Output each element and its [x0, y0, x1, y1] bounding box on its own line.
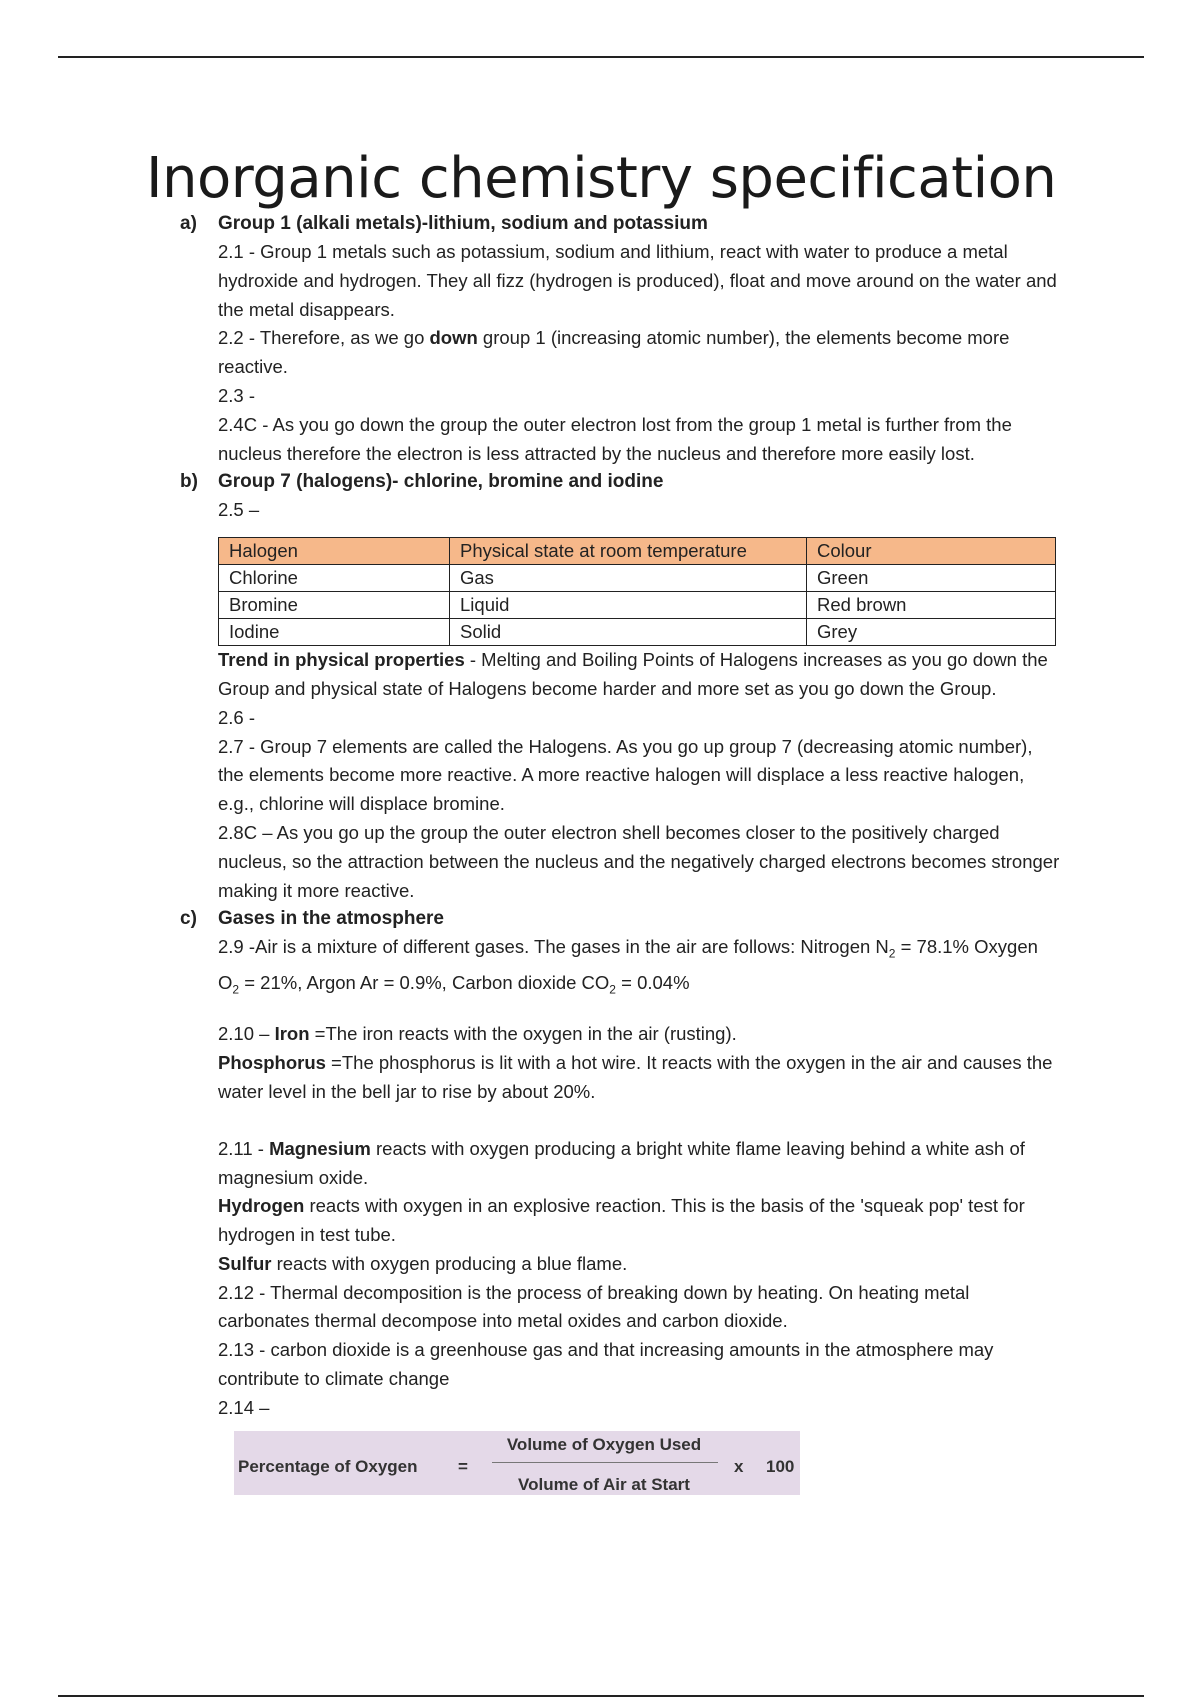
table-header: Physical state at room temperature — [450, 538, 807, 565]
table-cell: Gas — [450, 565, 807, 592]
table-cell: Bromine — [219, 592, 450, 619]
table-cell: Grey — [807, 619, 1056, 646]
table-header-row — [219, 538, 1056, 565]
formula-times: x — [734, 1456, 744, 1476]
bold-run: Hydrogen — [218, 1195, 305, 1217]
paragraph-trend — [218, 646, 1060, 704]
formula-denominator: Volume of Air at Start — [518, 1474, 690, 1494]
bold-run: down — [429, 327, 478, 349]
paragraph-2-13: 2.13 - carbon dioxide is a greenhouse gas and that increasing amounts in the atmosphere may contribute to climate change — [218, 1339, 994, 1390]
bold-run: Iron — [274, 1023, 310, 1045]
section-letter: a) — [180, 213, 197, 234]
section-title: Group 7 (halogens)- chlorine, bromine and iodine — [218, 471, 664, 493]
paragraph-hydrogen — [218, 1192, 1060, 1250]
section-heading — [180, 905, 1060, 933]
section-letter: b) — [180, 471, 198, 493]
bold-run: Phosphorus — [218, 1052, 326, 1074]
text-run: 2.9 -Air is a mixture of different gases. The gases in the air are follows: Nitrogen N — [218, 936, 889, 958]
text-run: 2.10 – — [218, 1023, 275, 1045]
table-cell: Red brown — [807, 592, 1056, 619]
text-run: = 0.04% — [615, 971, 690, 993]
section-letter: c) — [180, 908, 197, 930]
paragraph-2-3: 2.3 - — [218, 384, 256, 406]
table-header: Colour — [807, 538, 1056, 565]
subscript: 2 — [232, 982, 240, 997]
paragraph-2-2 — [218, 324, 1060, 382]
document-body — [180, 210, 1060, 1495]
table-row — [219, 565, 1056, 592]
section-group-1 — [180, 210, 1060, 468]
oxygen-percentage-formula — [234, 1431, 800, 1495]
text-run: - Melting and Boiling Points of Halogens increases as you go down the Group and physical state of Halogens become harder and more set as you go down the Group. — [218, 649, 1048, 699]
paragraph-2-9 — [218, 933, 1060, 1004]
bold-run: Trend in physical properties — [218, 649, 465, 671]
paragraph-2-7: 2.7 - Group 7 elements are called the Halogens. As you go up group 7 (decreasing atomic number), the elements become more reactive. A more reactive halogen will displace a less reactive halogen, e.g., chlorine will displace bromine. — [218, 735, 1033, 815]
table-cell: Iodine — [219, 619, 450, 646]
subscript: 2 — [888, 947, 896, 962]
paragraph-2-10 — [218, 1020, 1060, 1049]
bold-run: Magnesium — [269, 1137, 371, 1159]
text-run: = 78.1% Oxygen O — [218, 936, 1038, 993]
text-run: = 21%, Argon Ar = 0.9%, Carbon dioxide CO — [239, 971, 610, 993]
paragraph-2-6: 2.6 - — [218, 706, 256, 728]
text-run: =The iron reacts with the oxygen in the air (rusting). — [309, 1023, 737, 1045]
section-heading — [180, 210, 1060, 238]
paragraph-2-14: 2.14 – — [218, 1396, 270, 1418]
bottom-rule — [58, 1695, 1144, 1697]
table-header: Halogen — [219, 538, 450, 565]
formula-numerator: Volume of Oxygen Used — [506, 1434, 702, 1454]
section-title: Group 1 (alkali metals)-lithium, sodium and potassium — [218, 213, 708, 234]
paragraph-2-1: 2.1 - Group 1 metals such as potassium, sodium and lithium, react with water to produce a metal hydroxide and hydrogen. They all fizz (hydrogen is produced), float and move around on the water and the metal disappears. — [218, 241, 1057, 320]
table-row — [219, 592, 1056, 619]
text-run: group 1 (increasing atomic number), the elements become more reactive. — [218, 327, 1010, 378]
table-cell: Green — [807, 565, 1056, 592]
text-run: 2.2 - Therefore, as we go — [218, 327, 430, 349]
table-cell: Liquid — [450, 592, 807, 619]
text-run: =The phosphorus is lit with a hot wire. It reacts with the oxygen in the air and causes the water level in the bell jar to rise by about 20%. — [218, 1052, 1053, 1102]
section-heading — [180, 468, 1060, 496]
text-run: reacts with oxygen producing a blue flame. — [271, 1252, 628, 1274]
text-run: 2.11 - — [218, 1137, 270, 1159]
paragraph-2-12: 2.12 - Thermal decomposition is the process of breaking down by heating. On heating metal carbonates thermal decompose into metal oxides and carbon dioxide. — [218, 1281, 970, 1332]
section-atmosphere — [180, 905, 1060, 1494]
paragraph-phosphorus — [218, 1049, 1060, 1107]
paragraph-2-11 — [218, 1135, 1060, 1193]
formula-equals: = — [458, 1456, 468, 1476]
subscript: 2 — [609, 982, 616, 997]
table-cell: Solid — [450, 619, 807, 646]
top-rule — [58, 56, 1144, 58]
section-title: Gases in the atmosphere — [218, 908, 444, 930]
table-row — [219, 619, 1056, 646]
formula-factor: 100 — [766, 1456, 795, 1476]
paragraph-2-8c: 2.8C – As you go up the group the outer electron shell becomes closer to the positively charged nucleus, so the attraction between the nucleus and the negatively charged electrons becomes stronger making it more reactive. — [218, 821, 1060, 901]
text-run: reacts with oxygen producing a bright white flame leaving behind a white ash of magnesium oxide. — [218, 1137, 1025, 1188]
paragraph-sulfur — [218, 1250, 1060, 1279]
fraction-bar — [492, 1462, 718, 1463]
section-group-7 — [180, 468, 1060, 905]
formula-lhs: Percentage of Oxygen — [238, 1456, 418, 1476]
paragraph-2-5: 2.5 – — [218, 499, 260, 521]
table-cell: Chlorine — [219, 565, 450, 592]
paragraph-2-4c: 2.4C - As you go down the group the outer electron lost from the group 1 metal is further from the nucleus therefore the electron is less attracted by the nucleus and therefore more easily lost. — [218, 413, 1012, 464]
page-title: Inorganic chemistry specification — [146, 146, 1057, 211]
bold-run: Sulfur — [218, 1252, 272, 1274]
text-run: reacts with oxygen in an explosive reaction. This is the basis of the 'squeak pop' test for hydrogen in test tube. — [218, 1195, 1025, 1246]
halogen-table — [218, 537, 1056, 646]
